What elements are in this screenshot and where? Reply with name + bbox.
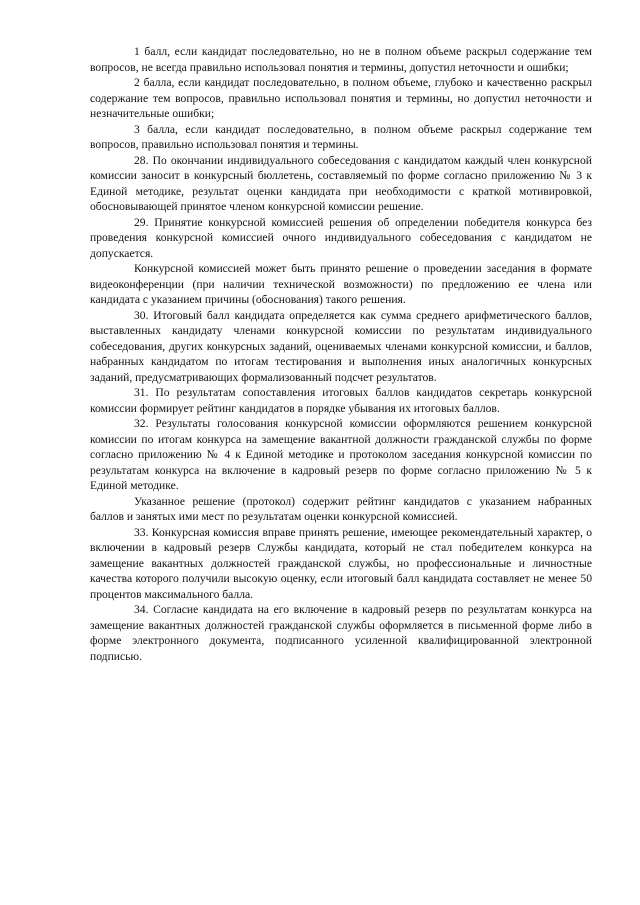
paragraph-item-29: 29. Принятие конкурсной комиссией решения об определении победителя конкурса без проведения конкурсной комиссией очного индивидуального собеседования с кандидатом не допускается. [90, 215, 592, 260]
paragraph-item-34: 34. Согласие кандидата на его включение в кадровый резерв по результатам конкурса на замещение вакантных должностей гражданской службы оформляется в письменной форме либо в форме электронного документа, подписанного усиленной квалифицированной электронной подписью. [90, 603, 592, 663]
paragraph-item-30: 30. Итоговый балл кандидата определяется как сумма среднего арифметического баллов, выставленных кандидату членами конкурсной комиссии по результатам индивидуального собеседования, других конкурсных заданий, оцениваемых членами конкурсной комиссии, и баллов, набранных кандидатом по итогам тестирования и выполнения иных аналогичных конкурсных заданий, предусматривающих формализованный подсчет результатов. [90, 308, 592, 384]
paragraph-item-32: 32. Результаты голосования конкурсной комиссии оформляются решением конкурсной комиссии по итогам конкурса на замещение вакантной должности гражданской службы по форме согласно приложению № 4 к Единой методике и протоколом заседания конкурсной комиссии по результатам конкурса на включение в кадровый резерв по форме согласно приложению № 5 к Единой методике. [90, 417, 592, 492]
paragraph-videoconference: Конкурсной комиссией может быть принято решение о проведении заседания в формате видеоконференции (при наличии технической возможности) по предложению ее члена или кандидата с указанием причины (обоснования) такого решения. [90, 262, 592, 306]
paragraph-score-1: 1 балл, если кандидат последовательно, но не в полном объеме раскрыл содержание тем вопросов, не всегда правильно использовал понятия и термины, допустил неточности и ошибки; [90, 45, 592, 74]
paragraph-score-3: 3 балла, если кандидат последовательно, в полном объеме раскрыл содержание тем вопросов, правильно использовал понятия и термины. [90, 122, 592, 151]
paragraph-item-33: 33. Конкурсная комиссия вправе принять решение, имеющее рекомендательный характер, о включении в кадровый резерв Службы кандидата, который не стал победителем конкурса на замещение вакантных должностей гражданской службы, но профессиональные и личностные качества которого получили высокую оценку, если итоговый балл кандидата составляет не менее 50 процентов максимального балла. [90, 525, 592, 601]
paragraph-item-28: 28. По окончании индивидуального собеседования с кандидатом каждый член конкурсной комиссии заносит в конкурсный бюллетень, составляемый по форме согласно приложению № 3 к Единой методике, результат оценки кандидата при необходимости с краткой мотивировкой, обосновывающей принятое членом конкурсной комиссии решение. [90, 153, 592, 213]
paragraph-protocol: Указанное решение (протокол) содержит рейтинг кандидатов с указанием набранных баллов и занятых ими мест по результатам оценки конкурсной комиссией. [90, 494, 592, 523]
paragraph-item-31: 31. По результатам сопоставления итоговых баллов кандидатов секретарь конкурсной комиссии формирует рейтинг кандидатов в порядке убывания их итоговых баллов. [90, 386, 592, 415]
paragraph-score-2: 2 балла, если кандидат последовательно, в полном объеме, глубоко и качественно раскрыл содержание тем вопросов, правильно использовал понятия и термины, но допустил неточности и незначительные ошибки; [90, 76, 592, 120]
